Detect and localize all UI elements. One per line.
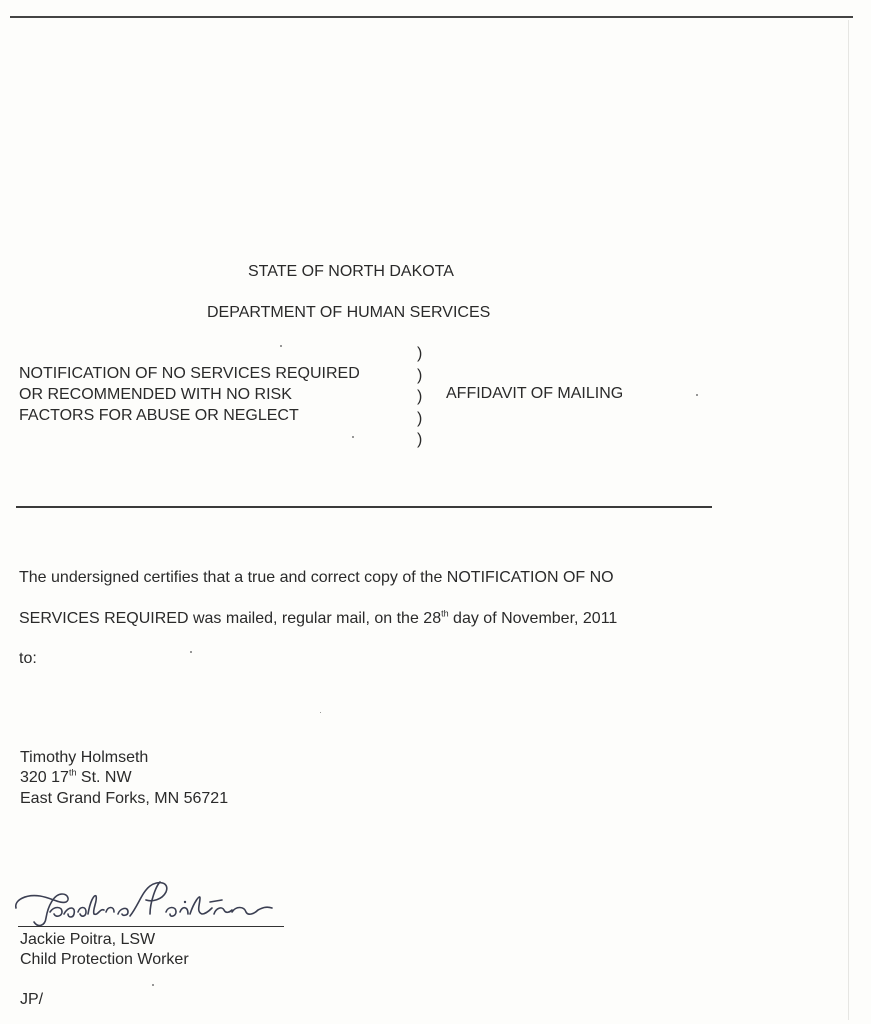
recipient-city: East Grand Forks, MN 56721 — [20, 790, 229, 807]
case-caption — [19, 363, 360, 426]
document-title: AFFIDAVIT OF MAILING — [446, 385, 624, 402]
signature-line — [18, 926, 284, 927]
recipient-street — [20, 769, 132, 787]
recipient-name: Timothy Holmseth — [20, 749, 149, 766]
initials: JP/ — [20, 991, 44, 1008]
paren: ) — [417, 345, 423, 362]
department-heading: DEPARTMENT OF HUMAN SERVICES — [207, 304, 491, 321]
scan-speck — [190, 651, 192, 653]
paren: ) — [417, 366, 423, 384]
certification-line-2 — [19, 610, 617, 628]
scan-speck — [320, 712, 321, 713]
street-superscript: th — [68, 767, 77, 778]
scan-speck — [352, 436, 354, 438]
certification-line-1: The undersigned certifies that a true and correct copy of the NOTIFICATION OF NO — [19, 569, 614, 586]
page-edge — [848, 20, 849, 1020]
signer-title: Child Protection Worker — [20, 951, 189, 968]
cert-text-end: day of November, 2011 — [448, 610, 618, 627]
paren: ) — [417, 388, 423, 405]
scan-speck — [280, 345, 282, 347]
top-rule — [10, 16, 853, 18]
caption-parentheses — [417, 343, 422, 451]
caption-divider — [16, 506, 712, 508]
handwritten-signature — [10, 872, 290, 932]
street-text: 320 17 — [20, 769, 69, 786]
paren: ) — [417, 409, 423, 427]
scan-speck — [696, 394, 698, 396]
paren: ) — [417, 431, 423, 448]
cert-text: SERVICES REQUIRED was mailed, regular mail, on the 28 — [19, 610, 442, 627]
street-text-end: St. NW — [76, 769, 132, 786]
certification-line-3: to: — [19, 650, 37, 667]
caption-line: NOTIFICATION OF NO SERVICES REQUIRED — [19, 365, 360, 382]
signer-name: Jackie Poitra, LSW — [20, 931, 156, 948]
state-heading: STATE OF NORTH DAKOTA — [248, 263, 454, 280]
scan-speck — [152, 984, 154, 986]
cert-superscript: th — [441, 608, 449, 619]
caption-line: FACTORS FOR ABUSE OR NEGLECT — [19, 407, 299, 424]
caption-line: OR RECOMMENDED WITH NO RISK — [19, 386, 292, 403]
